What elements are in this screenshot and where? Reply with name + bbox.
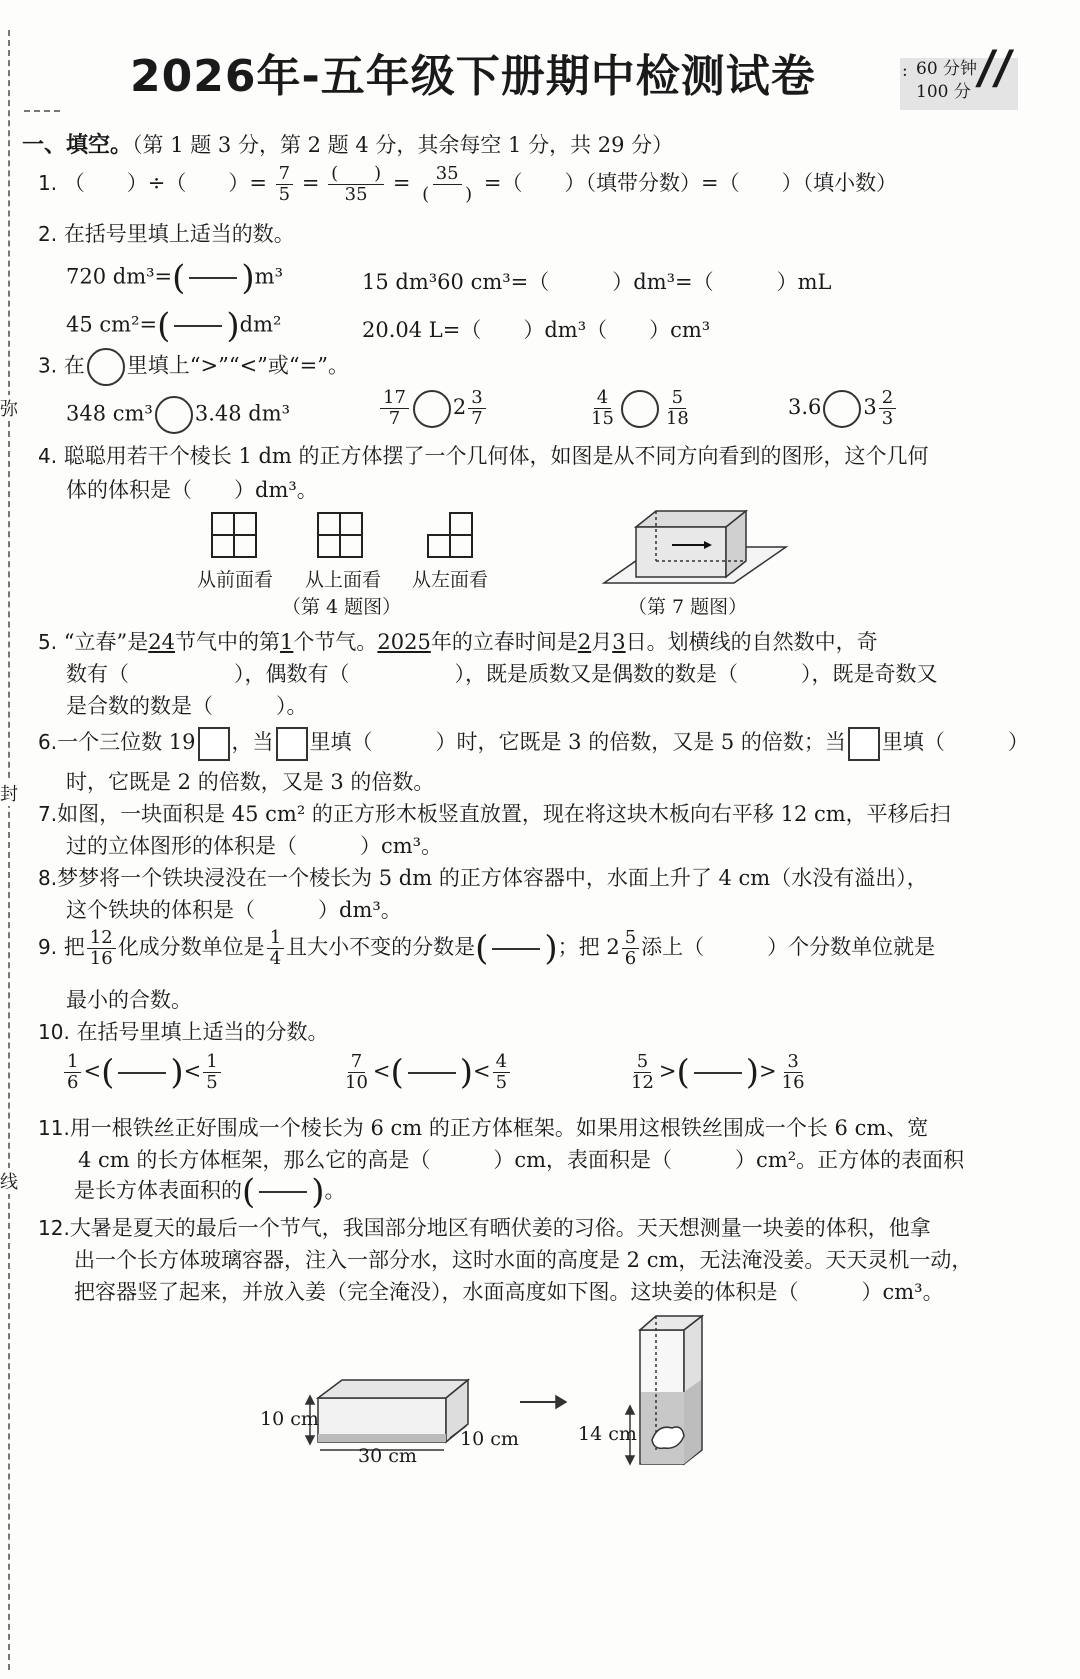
q-text: ，当 <box>231 730 274 754</box>
numerator: 7 <box>276 164 293 185</box>
q2-row-1b: 15 dm³60 cm³=（ ）dm³=（ ）mL <box>362 270 832 294</box>
q-number: 3. <box>38 353 58 378</box>
q7-line-2: 过的立体图形的体积是（ ）cm³。 <box>66 834 443 858</box>
q-text: 在括号里填上适当的分数。 <box>76 1020 329 1044</box>
q-text: “立春”是 <box>63 630 149 654</box>
q-text: 节气中的第 <box>175 630 280 654</box>
q-text: 添上（ ）个分数单位就是 <box>641 935 936 959</box>
q-text: 。 <box>324 1178 346 1203</box>
q-text: 日。划横线的自然数中，奇 <box>625 630 878 654</box>
denominator: 5 <box>278 184 291 205</box>
q-text: 梦梦将一个铁块浸没在一个棱长为 5 dm 的正方体容器中，水面上升了 4 cm（水没有溢出）， <box>57 866 928 890</box>
q-number: 4. <box>38 444 58 468</box>
question-1 <box>38 164 897 205</box>
q-text: 里填（ ）时，它既是 3 的倍数，又是 5 的倍数；当 <box>309 730 846 754</box>
less-than: < <box>183 1059 202 1083</box>
numerator: 4 <box>594 388 611 409</box>
section-note: （第 1 题 3 分，第 2 题 4 分，其余每空 1 分，共 29 分） <box>132 133 674 157</box>
fraction <box>328 164 384 205</box>
slash-mark: // <box>974 40 1016 94</box>
dim-height-2: 14 cm <box>578 1423 637 1445</box>
dim-length-1: 30 cm <box>358 1445 417 1467</box>
whole: 2 <box>452 395 467 419</box>
digit-box[interactable] <box>848 727 880 761</box>
q2-row-2b: 20.04 L=（ ）dm³（ ）cm³ <box>362 318 711 342</box>
q2-expr: 720 dm³= <box>66 264 173 289</box>
fraction <box>663 388 692 429</box>
whole: 3 <box>863 395 877 419</box>
q-text: 里填上“>”“<”或“=”。 <box>126 353 349 378</box>
numerator: 1 <box>203 1052 220 1073</box>
q-text: 是长方体表面积的 <box>74 1178 242 1203</box>
q-number: 9. <box>38 935 58 959</box>
numerator: 4 <box>493 1052 510 1073</box>
unit: m³ <box>254 264 284 289</box>
less-than: < <box>83 1059 102 1083</box>
binding-char: 弥 <box>0 395 18 421</box>
figure-caption: （第 4 题图） <box>282 596 402 618</box>
answer-circle[interactable] <box>621 390 659 428</box>
fraction <box>203 1052 220 1093</box>
q-number: 6. <box>38 730 58 754</box>
numerator: ( ) <box>328 164 384 185</box>
q-number: 2. <box>38 222 58 246</box>
q-number: 12. <box>38 1216 70 1240</box>
fraction <box>622 928 639 969</box>
q-text: 化成分数单位是 <box>117 935 265 959</box>
denominator: 3 <box>881 408 894 429</box>
section-heading <box>22 128 673 159</box>
q5-line-2: 数有（ ），偶数有（ ），既是质数又是偶数的数是（ ），既是奇数又 <box>66 662 938 686</box>
q3-item-3 <box>586 388 694 429</box>
q-number: 8. <box>38 866 58 890</box>
q-number: 1. <box>38 171 58 195</box>
denominator: 10 <box>345 1072 368 1093</box>
denominator: 16 <box>89 948 113 969</box>
question-5 <box>38 626 878 656</box>
top-view-label: 从上面看 <box>305 569 382 591</box>
numerator: 5 <box>622 928 639 949</box>
greater-than: > <box>658 1059 677 1083</box>
divider <box>24 110 60 112</box>
question-9: 9. 把 $\frac{12}{16}$ 化成分数单位是 $\frac{1}{4}$ 且大小不变的分数是( )；把 2 $\frac{5}{6}$ 添上（ ）个分数单位就是 <box>38 927 936 969</box>
denominator: 15 <box>591 408 614 429</box>
q4-view-figures <box>0 505 1080 625</box>
q9-line-2: 最小的合数。 <box>66 988 192 1012</box>
q3-item-2 <box>378 388 488 429</box>
left-view-label: 从左面看 <box>412 569 489 591</box>
time-limit: 60 分钟 <box>916 59 978 79</box>
fraction <box>628 1052 657 1093</box>
full-score: 100 分 <box>916 82 971 102</box>
answer-circle[interactable] <box>413 390 451 428</box>
fraction <box>493 1052 510 1093</box>
underlined-number: 1 <box>280 630 294 654</box>
binding-char: 封 <box>0 780 18 806</box>
figure-caption: （第 7 题图） <box>628 596 748 618</box>
denominator: 5 <box>495 1072 508 1093</box>
q-text: 在 <box>63 353 85 378</box>
q-text: 把 <box>63 935 85 959</box>
denominator: 5 <box>206 1072 218 1093</box>
denominator: 7 <box>471 408 483 429</box>
answer-circle[interactable] <box>155 396 193 434</box>
q4-line-2: 体的体积是（ ）dm³。 <box>66 478 318 502</box>
repeating-decimal: 3.6 <box>788 395 822 419</box>
fraction <box>468 388 485 429</box>
dim-height-1: 10 cm <box>260 1408 319 1430</box>
denominator: 6 <box>67 1072 79 1093</box>
dim-depth-1: 10 cm <box>460 1428 519 1450</box>
q-number: 7. <box>38 802 58 826</box>
question-10 <box>38 1016 329 1046</box>
denominator: 18 <box>665 408 689 429</box>
denominator: ( ) <box>422 184 473 205</box>
underlined-number: 2025 <box>377 630 431 654</box>
q11-line-3: 是长方体表面积的( )。 <box>74 1172 346 1212</box>
q6-line-2: 时，它既是 2 的倍数，又是 3 的倍数。 <box>66 770 435 794</box>
numerator: 5 <box>634 1052 651 1073</box>
section-title: 一、填空。 <box>22 133 133 158</box>
q-text: 在括号里填上适当的数。 <box>63 222 295 246</box>
q3-item-1 <box>66 396 290 434</box>
equals: = <box>392 171 411 195</box>
q2-row-2a: 45 cm²=( )dm² <box>66 306 282 346</box>
q-text: 且大小不变的分数是 <box>286 935 476 959</box>
numerator: 35 <box>433 164 462 185</box>
denominator: 12 <box>631 1072 654 1093</box>
numerator: 2 <box>879 388 896 409</box>
q-text: 一个三位数 19 <box>57 730 196 754</box>
underlined-number: 2 <box>577 630 592 654</box>
numerator: 3 <box>784 1052 801 1073</box>
denominator: 7 <box>388 408 401 429</box>
denominator: 4 <box>269 948 282 969</box>
question-8 <box>38 862 928 892</box>
less-than: < <box>473 1059 491 1083</box>
numerator: 1 <box>64 1052 81 1073</box>
q-text: 聪聪用若干个棱长 1 dm 的正方体摆了一个几何体，如图是从不同方向看到的图形，这个几何 <box>63 444 929 468</box>
q5-line-3: 是合数的数是（ ）。 <box>66 694 308 718</box>
denominator: 35 <box>344 184 368 205</box>
q2-expr: 45 cm²= <box>66 312 158 337</box>
q12-line-3: 把容器竖了起来，并放入姜（完全淹没），水面高度如下图。这块姜的体积是（ ）cm³。 <box>74 1280 944 1304</box>
front-view-label: 从前面看 <box>197 569 274 591</box>
q-number: 10. <box>38 1020 70 1044</box>
q-text: 大暑是夏天的最后一个节气，我国部分地区有晒伏姜的习俗。天天想测量一块姜的体积，他拿 <box>69 1216 931 1240</box>
fraction <box>276 164 293 205</box>
denominator: 16 <box>781 1072 805 1093</box>
q11-line-2: 4 cm 的长方体框架，那么它的高是（ ）cm，表面积是（ ）cm²。正方体的表面积 <box>78 1148 965 1172</box>
numerator: 7 <box>348 1052 365 1073</box>
fraction <box>779 1052 808 1093</box>
q12-line-2: 出一个长方体玻璃容器，注入一部分水，这时水面的高度是 2 cm，无法淹没姜。天天灵机一动， <box>74 1248 973 1272</box>
numerator: 5 <box>669 388 686 409</box>
q-number: 5. <box>38 630 58 654</box>
fraction <box>380 388 409 429</box>
fraction <box>879 388 896 429</box>
greater-than: > <box>759 1059 777 1083</box>
numerator: 12 <box>87 928 116 949</box>
equals: = <box>301 171 320 195</box>
question-7 <box>38 798 951 828</box>
answer-circle[interactable] <box>823 390 861 428</box>
fraction <box>267 928 284 969</box>
q8-line-2: 这个铁块的体积是（ ）dm³。 <box>66 898 402 922</box>
time-prefix: : <box>902 61 908 81</box>
q-text: 个节气。 <box>293 630 378 654</box>
binding-char: 线 <box>0 1168 18 1194</box>
numerator: 17 <box>380 388 409 409</box>
q3-left: 348 cm³ <box>66 401 153 426</box>
q12-container-figure <box>0 1310 1080 1490</box>
q2-row-1a: 720 dm³=( )m³ <box>66 258 284 298</box>
question-4 <box>38 440 929 470</box>
underlined-number: 3 <box>612 630 626 654</box>
fraction <box>87 928 116 969</box>
q3-item-4 <box>788 388 898 429</box>
digit-box[interactable] <box>276 727 308 761</box>
page-title: 2026年-五年级下册期中检测试卷 <box>130 51 816 102</box>
q1-tail: =（ ）（填带分数）=（ ）（填小数） <box>483 171 898 195</box>
less-than: < <box>372 1059 391 1083</box>
q1-part: （ ）÷（ ）= <box>63 171 267 195</box>
question-12 <box>38 1212 931 1242</box>
q10-item-1: $\frac{1}{6}$ <( )< $\frac{1}{5}$ <box>62 1052 223 1093</box>
denominator: 6 <box>624 948 637 969</box>
q10-item-3: $\frac{5}{12}$ >( )> $\frac{3}{16}$ <box>626 1052 810 1093</box>
q-text: 如图，一块面积是 45 cm² 的正方形木板竖直放置，现在将这块木板向右平移 12 cm，平移后扫 <box>57 802 951 826</box>
underlined-number: 24 <box>148 630 175 654</box>
fraction <box>64 1052 81 1093</box>
fraction <box>342 1052 371 1093</box>
q10-item-2: $\frac{7}{10}$ <( )< $\frac{4}{5}$ <box>340 1052 512 1093</box>
numerator: 1 <box>267 928 284 949</box>
unit: dm² <box>239 312 282 337</box>
question-11 <box>38 1112 928 1142</box>
fraction <box>588 388 617 429</box>
q-text: ；把 2 <box>557 935 620 959</box>
question-2 <box>38 218 295 248</box>
numerator: 3 <box>468 388 485 409</box>
q-number: 11. <box>38 1116 70 1140</box>
answer-circle[interactable] <box>87 348 125 386</box>
fraction <box>419 164 475 205</box>
question-3 <box>38 348 349 386</box>
q-text: 里填（ ） <box>881 730 1029 754</box>
q-text: 用一根铁丝正好围成一个棱长为 6 cm 的正方体框架。如果用这根铁丝围成一个长 6 cm、宽 <box>69 1116 929 1140</box>
q3-right: 3.48 dm³ <box>194 401 291 426</box>
q7-board-figure <box>604 511 786 583</box>
q-text: 年的立春时间是 <box>430 630 578 654</box>
time-score-box <box>900 40 1018 110</box>
q-text: 月 <box>591 630 613 654</box>
question-6 <box>38 726 1029 761</box>
digit-box[interactable] <box>198 727 230 761</box>
